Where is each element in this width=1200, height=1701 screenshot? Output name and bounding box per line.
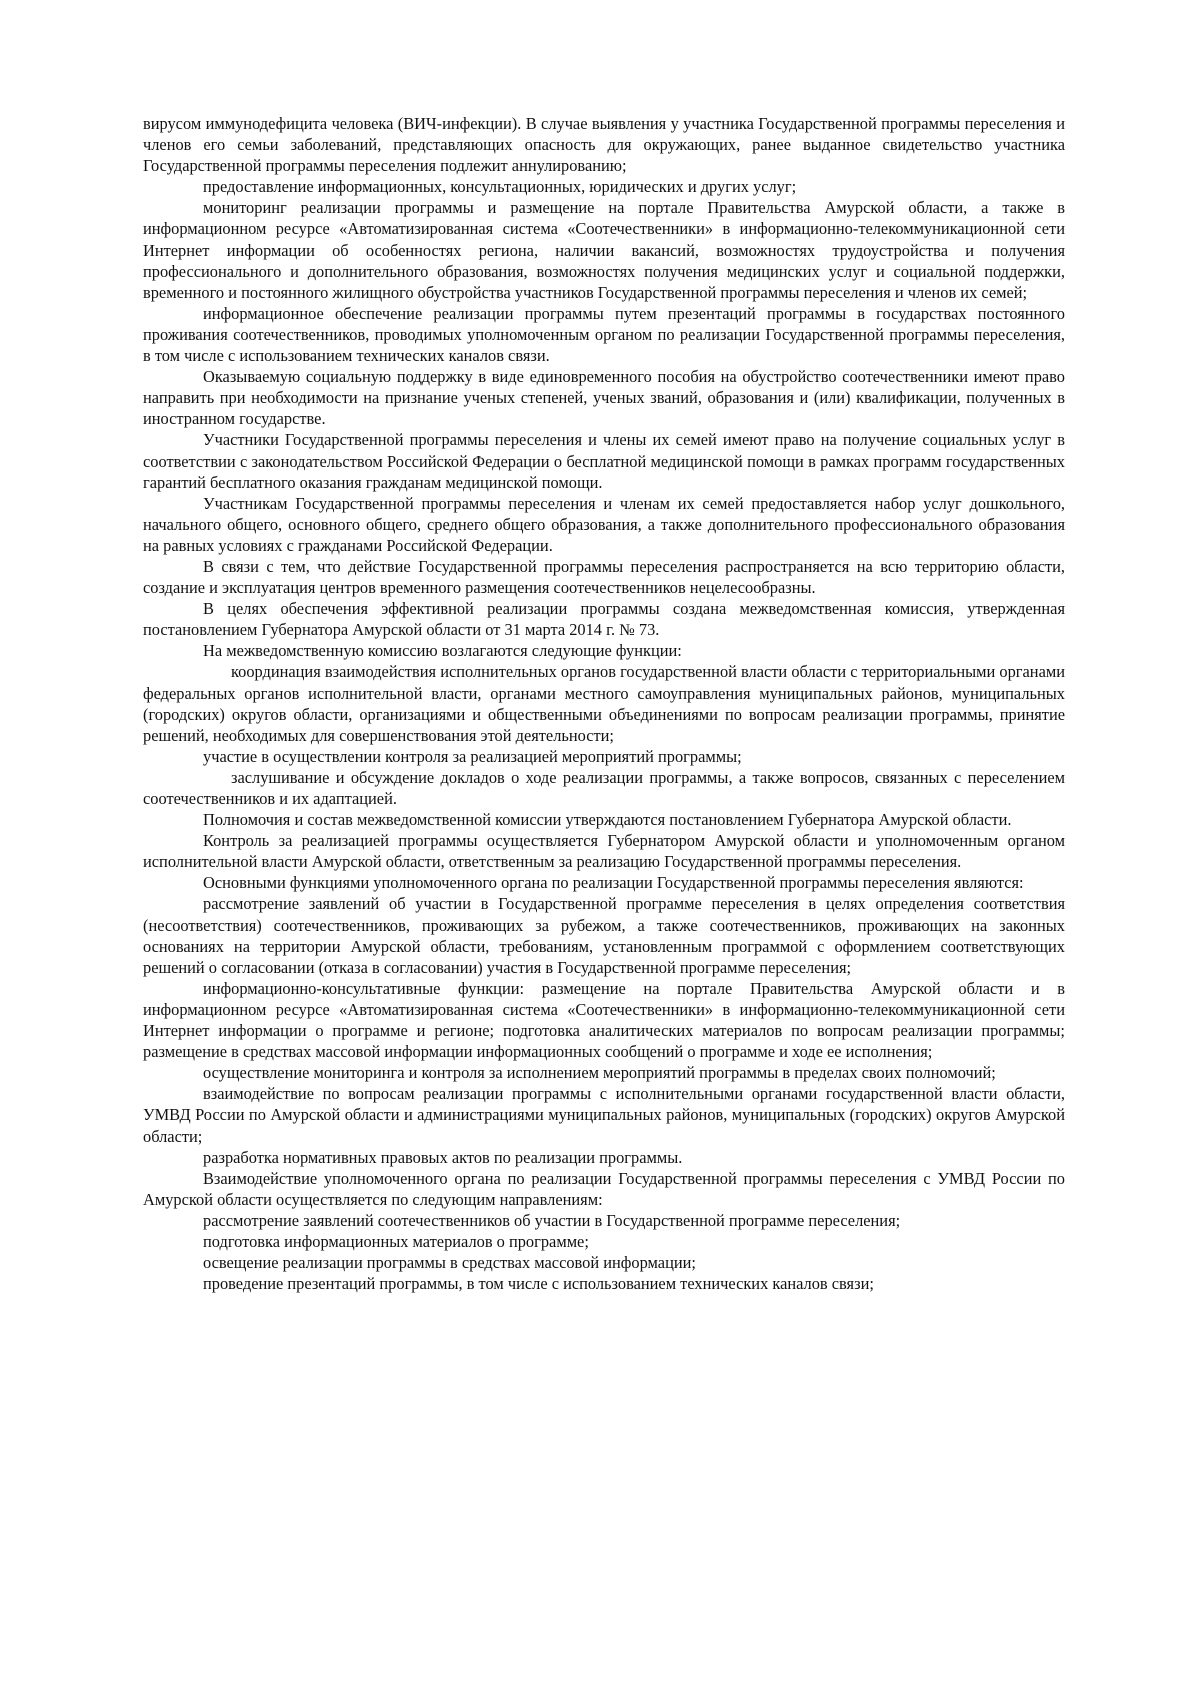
- paragraph: взаимодействие по вопросам реализации программы с исполнительными органами государственной власти области, УМВД России по Амурской области и администрациями муниципальных районов, муниципальных (городских) округов Амурской области;: [143, 1084, 1065, 1146]
- paragraph: рассмотрение заявлений об участии в Государственной программе переселения в целях определения соответствия (несоответствия) соотечественников, проживающих за рубежом, а также соотечественников, проживающих на законных основаниях на территории Амурской области, требованиям, установленным программой с оформлением соответствующих решений о согласовании (отказа в согласовании) участия в Государственной программе переселения;: [143, 894, 1065, 977]
- paragraph: рассмотрение заявлений соотечественников об участии в Государственной программе переселения;: [203, 1210, 901, 1230]
- paragraph: вирусом иммунодефицита человека (ВИЧ-инфекции). В случае выявления у участника Государственной программы переселения и членов его семьи заболеваний, представляющих опасность для окружающих, ранее выданное свидетельство участника Государственной программы переселения подлежит аннулированию;: [143, 114, 1065, 176]
- paragraph: информационно-консультативные функции: размещение на портале Правительства Амурской области и в информационном ресурсе «Автоматизированная система «Соотечественники» в информационно-телекоммуникационной сети Интернет информации о программе и регионе; подготовка аналитических материалов по вопросам реализации программы; размещение в средствах массовой информации информационных сообщений о программе и ходе ее исполнения;: [143, 978, 1065, 1062]
- paragraph: проведение презентаций программы, в том числе с использованием технических каналов связи;: [203, 1274, 874, 1294]
- paragraph: мониторинг реализации программы и размещение на портале Правительства Амурской области, а также в информационном ресурсе «Автоматизированная система «Соотечественники» в информационно-телекоммуникационной сети Интернет информации об особенностях региона, наличии вакансий, возможностях трудоустройства и получения профессионального и дополнительного образования, возможностях получения медицинских услуг и социальной поддержки, временного и постоянного жилищного обустройства участников Государственной программы переселения и членов их семей;: [143, 198, 1065, 302]
- paragraph: Полномочия и состав межведомственной комиссии утверждаются постановлением Губернатора Амурской области.: [203, 810, 1012, 830]
- document-body: [143, 113, 1065, 1294]
- paragraph: осуществление мониторинга и контроля за исполнением мероприятий программы в пределах своих полномочий;: [203, 1063, 996, 1083]
- paragraph: В связи с тем, что действие Государственной программы переселения распространяется на всю территорию области, создание и эксплуатация центров временного размещения соотечественников нецелесообразны.: [143, 556, 1065, 598]
- paragraph: Участники Государственной программы переселения и члены их семей имеют право на получение социальных услуг в соответствии с законодательством Российской Федерации о бесплатной медицинской помощи в рамках программ государственных гарантий бесплатного оказания гражданам медицинской помощи.: [143, 430, 1065, 492]
- paragraph: Оказываемую социальную поддержку в виде единовременного пособия на обустройство соотечественники имеют право направить при необходимости на признание ученых степеней, ученых званий, образования и (или) квалификации, полученных в иностранном государстве.: [143, 367, 1065, 429]
- paragraph: В целях обеспечения эффективной реализации программы создана межведомственная комиссия, утвержденная постановлением Губернатора Амурской области от 31 марта 2014 г. № 73.: [143, 599, 1065, 640]
- paragraph: На межведомственную комиссию возлагаются следующие функции:: [203, 641, 682, 661]
- paragraph: Основными функциями уполномоченного органа по реализации Государственной программы переселения являются:: [203, 873, 1024, 893]
- paragraph: заслушивание и обсуждение докладов о ходе реализации программы, а также вопросов, связанных с переселением соотечественников и их адаптацией.: [143, 767, 1065, 808]
- paragraph: информационное обеспечение реализации программы путем презентаций программы в государствах постоянного проживания соотечественников, проводимых уполномоченным органом по реализации Государственной программы переселения, в том числе с использованием технических каналов связи.: [143, 303, 1065, 366]
- paragraph: координация взаимодействия исполнительных органов государственной власти области с территориальными органами федеральных органов исполнительной власти, органами местного самоуправления муниципальных районов, муниципальных (городских) округов области, организациями и общественными объединениями по вопросам реализации программы, принятие решений, необходимых для совершенствования этой деятельности;: [143, 662, 1065, 745]
- paragraph: предоставление информационных, консультационных, юридических и других услуг;: [203, 177, 797, 197]
- paragraph: подготовка информационных материалов о программе;: [203, 1231, 589, 1251]
- paragraph: Взаимодействие уполномоченного органа по реализации Государственной программы переселения с УМВД России по Амурской области осуществляется по следующим направлениям:: [143, 1168, 1065, 1209]
- paragraph: Контроль за реализацией программы осуществляется Губернатором Амурской области и уполномоченным органом исполнительной власти Амурской области, ответственным за реализацию Государственной программы переселения.: [143, 831, 1065, 872]
- paragraph: освещение реализации программы в средствах массовой информации;: [203, 1253, 696, 1273]
- paragraph: Участникам Государственной программы переселения и членам их семей предоставляется набор услуг дошкольного, начального общего, основного общего, среднего общего образования, а также дополнительного профессионального образования на равных условиях с гражданами Российской Федерации.: [143, 493, 1065, 555]
- paragraph: участие в осуществлении контроля за реализацией мероприятий программы;: [203, 746, 742, 766]
- paragraph: разработка нормативных правовых актов по реализации программы.: [203, 1147, 683, 1167]
